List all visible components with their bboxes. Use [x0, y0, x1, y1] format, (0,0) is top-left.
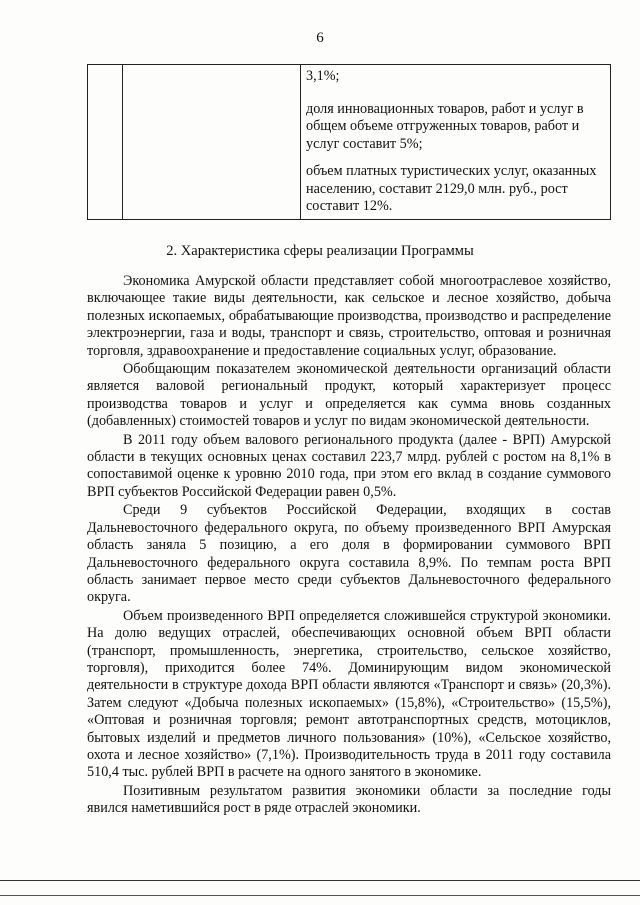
paragraph: Объем произведенного ВРП определяется сложившейся структурой экономики. На долю ведущих отраслей, обеспечивающих основной объем ВРП области (транспорт, промышленность, энергетика, строительство, сельское хозяйство, торговля), приходится более 74%. Доминирующим видом экономической деятельности в структуре дохода ВРП области являются «Транспорт и связь» (20,3%). Затем следуют «Добыча полезных ископаемых» (15,8%), «Строительство» (15,5%), «Оптовая и розничная торговля; ремонт автотранспортных средств, мотоциклов, бытовых изделий и предметов личного пользования» (10%), «Сельское хозяйство, охота и лесное хозяйство» (7,1%). Производительность труда в 2011 году составила 510,4 тыс. рублей ВРП в расчете на одного занятого в экономике. — [87, 607, 611, 781]
page-number: 6 — [316, 30, 324, 46]
paragraph: Позитивным результатом развития экономики области за последние годы явился наметившийся рост в ряде отраслей экономики. — [87, 782, 611, 817]
scan-edge-line — [0, 880, 640, 881]
paragraph: В 2011 году объем валового регионального продукта (далее - ВРП) Амурской области в текущих основных ценах составил 223,7 млрд. рублей с ростом на 8,1% в сопоставимой оценке к уровню 2010 года, при этом его вклад в создание суммового ВРП субъектов Российской Федерации равен 0,5%. — [87, 431, 611, 500]
section-title: 2. Характеристика сферы реализации Программы — [166, 243, 474, 259]
table-cell-indicators — [306, 68, 606, 226]
paragraph: Обобщающим показателем экономической деятельности организаций области является валовой региональный продукт, который характеризует процесс производства товаров и услуг и определяется как сумма вновь созданных (добавленных) стоимостей товаров и услуг по видам экономической деятельности. — [87, 361, 611, 430]
table-column-divider — [122, 65, 123, 219]
paragraph: Экономика Амурской области представляет собой многоотраслевое хозяйство, включающее такие виды деятельности, как сельское и лесное хозяйство, добыча полезных ископаемых, обрабатывающие производства, производство и распределение электроэнергии, газа и воды, транспорт и связь, строительство, оптовая и розничная торговля, здравоохранение и предоставление социальных услуг, образование. — [87, 273, 611, 359]
paragraph: Среди 9 субъектов Российской Федерации, входящих в состав Дальневосточного федерального округа, по объему произведенного ВРП Амурская область заняла 5 позицию, а его доля в формировании суммового ВРП Дальневосточного федерального округа составила 8,9%. По темпам роста ВРП область занимает первое место среди субъектов Дальневосточного федерального округа. — [87, 502, 611, 606]
document-body — [87, 273, 611, 819]
scan-edge-line — [0, 895, 640, 896]
table-cell-text: доля инновационных товаров, работ и услуг в общем объеме отгруженных товаров, работ и услуг составит 5%; — [306, 100, 584, 152]
table-cell-text: 3,1%; — [306, 68, 340, 84]
table-cell-text: объем платных туристических услуг, оказанных населению, составит 2129,0 млн. руб., рост составит 12%. — [306, 163, 597, 214]
indicator-table — [87, 64, 611, 220]
table-column-divider — [300, 65, 301, 219]
